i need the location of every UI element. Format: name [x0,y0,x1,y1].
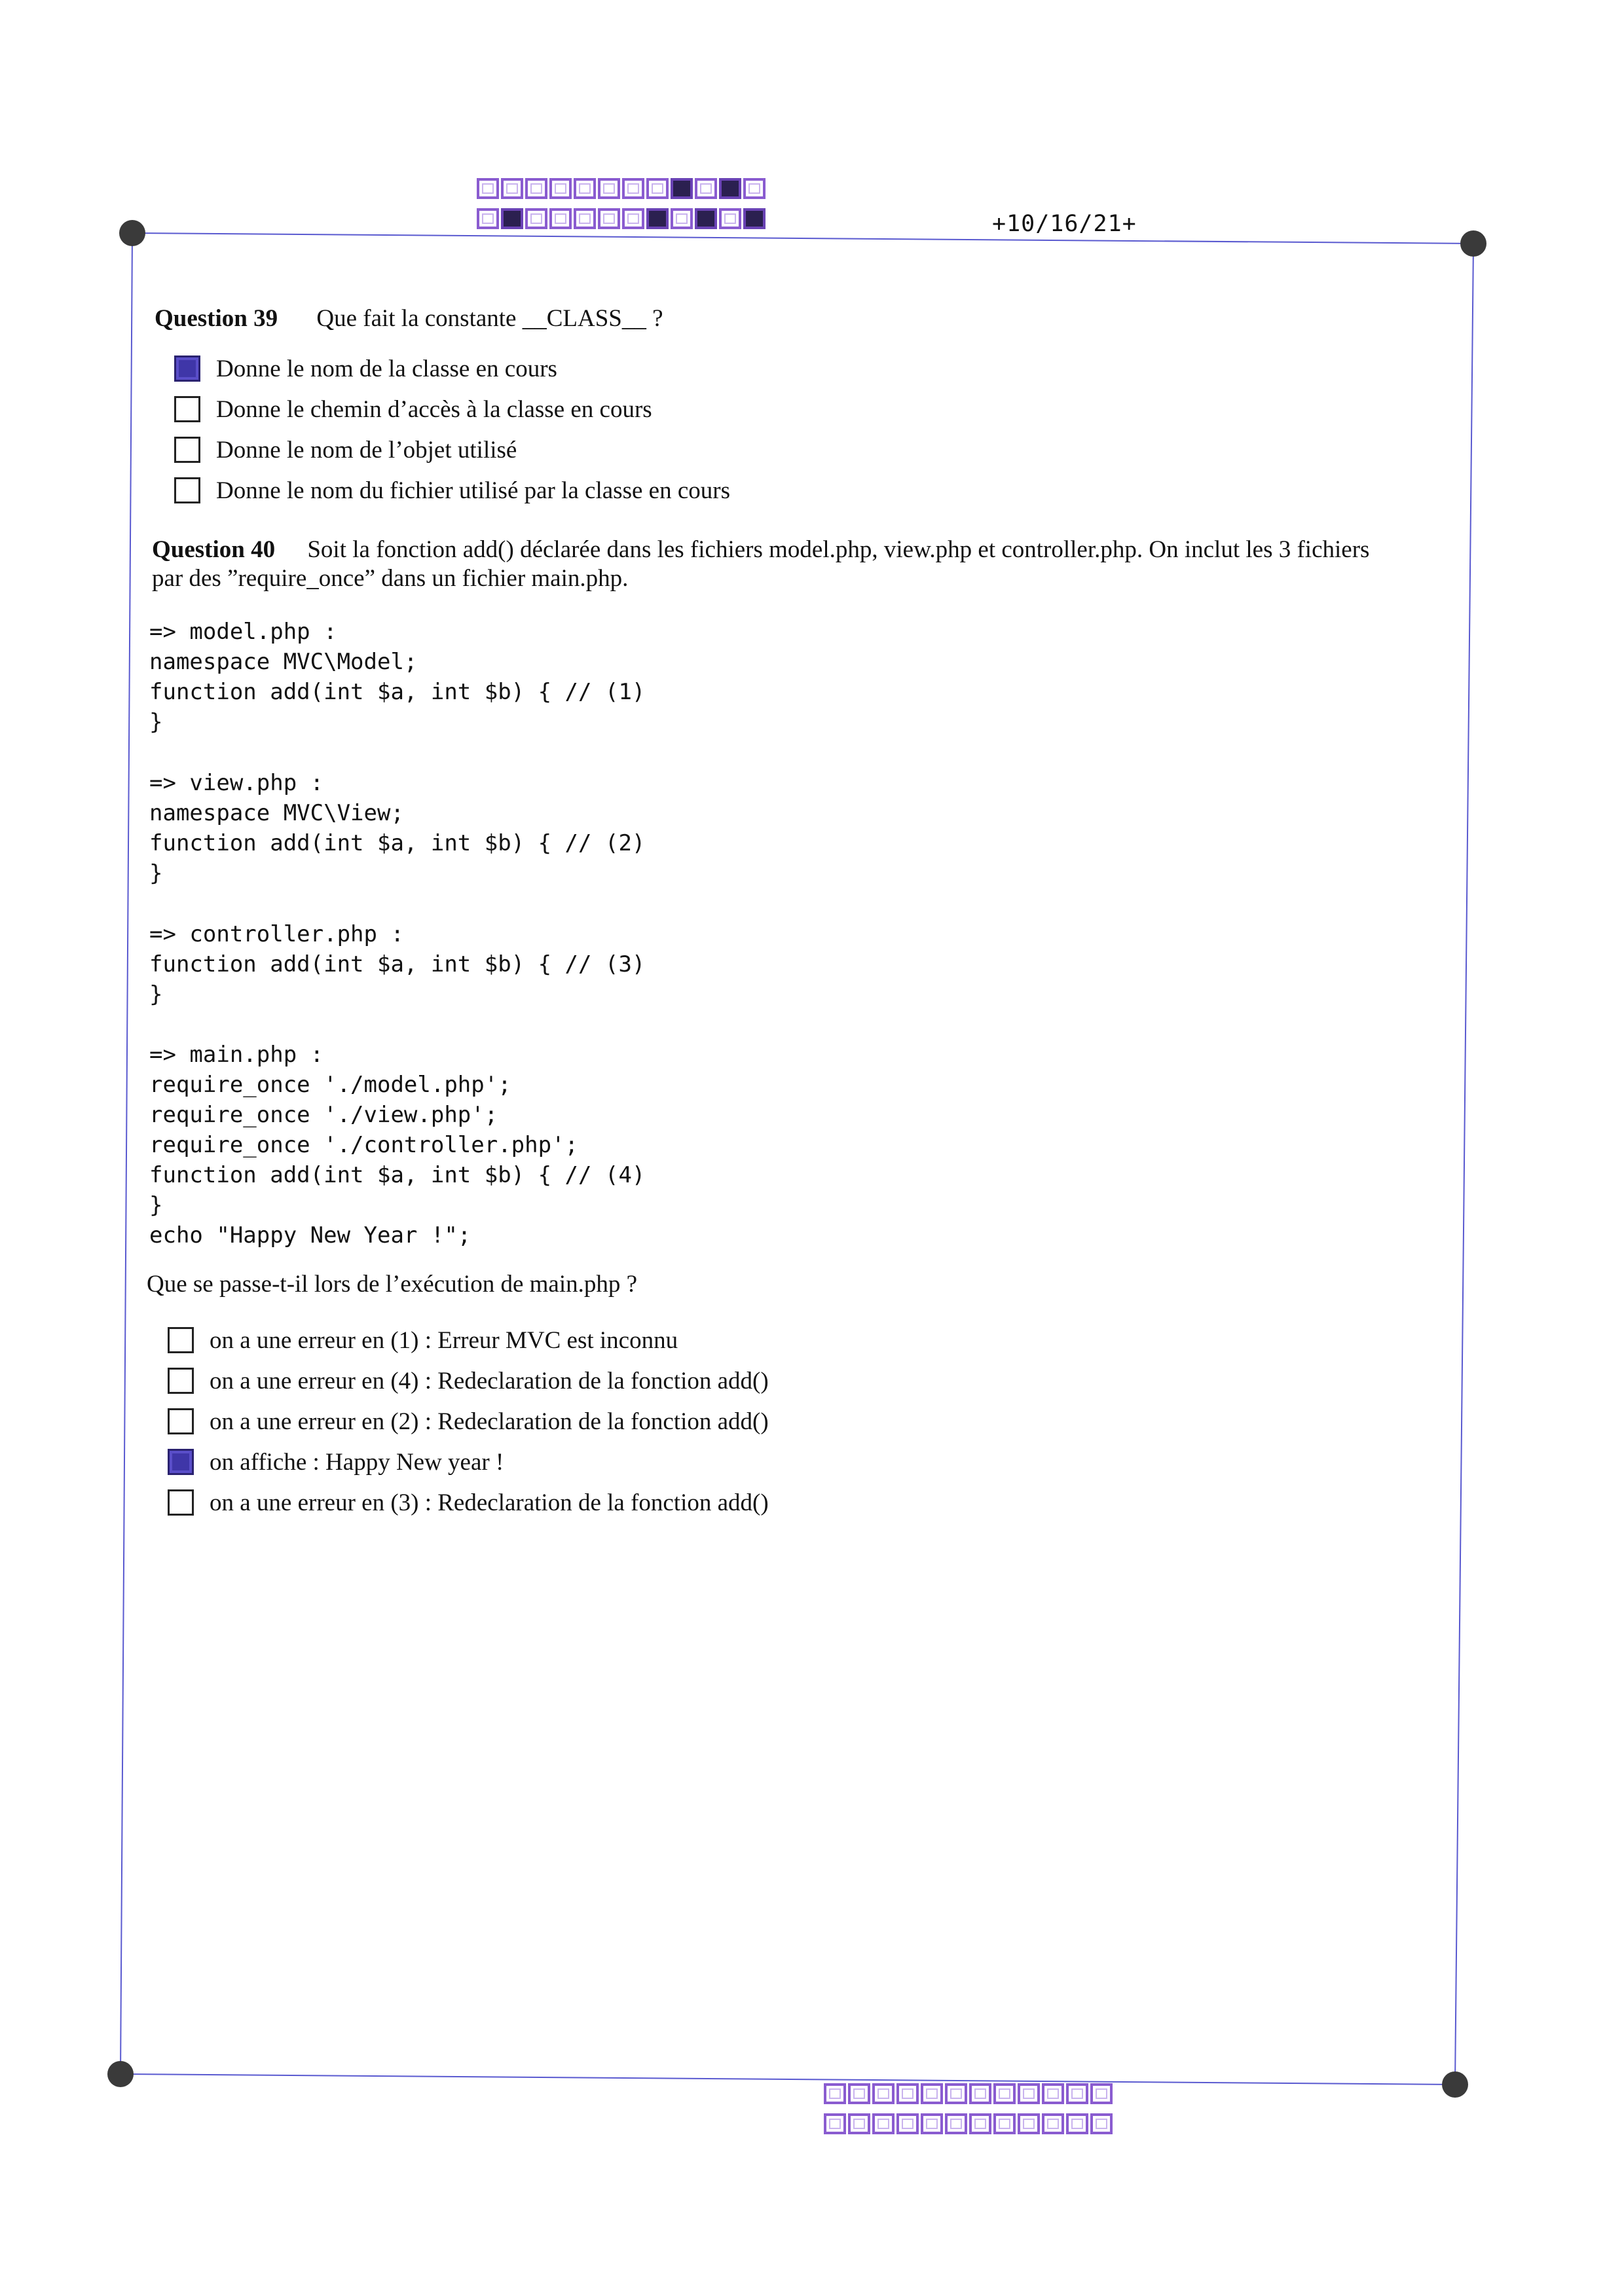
answer-label: on a une erreur en (2) : Redeclaration de la fonction add() [210,1408,769,1435]
barcode-cell [646,208,669,229]
barcode-cell [598,208,620,229]
question-40-prompt: Que se passe-t-il lors de l’exécution de main.php ? [147,1271,638,1298]
answer-label: Donne le nom du fichier utilisé par la classe en cours [216,477,730,504]
barcode-cell [598,178,620,199]
barcode-cell [969,2083,991,2104]
barcode-cell [945,2113,967,2134]
barcode-cell [872,2113,895,2134]
checkbox[interactable] [174,396,200,422]
page-id: +10/16/21+ [992,211,1137,237]
top-barcode-row-2 [477,208,766,229]
barcode-cell [824,2083,846,2104]
answer-option [174,429,730,470]
barcode-cell [993,2113,1016,2134]
barcode-cell [622,178,644,199]
answer-label: Donne le nom de la classe en cours [216,355,557,382]
answer-option [174,389,730,429]
checkbox[interactable] [174,437,200,463]
registration-mark-bottom-right [1442,2071,1468,2098]
question-text: Que fait la constante __CLASS__ ? [316,305,663,332]
barcode-cell [719,208,741,229]
answer-label: on a une erreur en (1) : Erreur MVC est inconnu [210,1326,678,1354]
checkbox[interactable] [168,1408,194,1434]
barcode-cell [848,2083,870,2104]
barcode-cell [501,208,523,229]
barcode-cell [1066,2113,1088,2134]
registration-mark-top-right [1460,230,1486,257]
barcode-cell [719,178,741,199]
answer-option [168,1401,769,1442]
code-view: => view.php : namespace MVC\View; function add(int $a, int $b) { // (2) } [149,770,646,886]
checkbox-checked[interactable] [174,355,200,382]
barcode-cell [477,178,499,199]
barcode-cell [921,2113,943,2134]
code-main: => main.php : require_once './model.php'; require_once './view.php'; require_once './controller.php'; function add(int $a, int $b) { // (4) } echo "Happy New Year !"; [149,1042,646,1248]
answer-option [168,1482,769,1523]
barcode-cell [743,208,766,229]
barcode-cell [993,2083,1016,2104]
barcode-cell [525,178,547,199]
registration-mark-bottom-left [107,2061,134,2087]
barcode-cell [1090,2083,1113,2104]
question-number: Question 40 [152,536,276,563]
answer-option [174,470,730,511]
answer-label: Donne le chemin d’accès à la classe en cours [216,395,652,423]
code-model: => model.php : namespace MVC\Model; function add(int $a, int $b) { // (1) } [149,619,646,735]
barcode-cell [671,178,693,199]
barcode-cell [549,208,572,229]
checkbox[interactable] [174,477,200,503]
barcode-cell [574,178,596,199]
barcode-cell [574,208,596,229]
barcode-cell [848,2113,870,2134]
top-barcode-row-1 [477,178,766,199]
barcode-cell [525,208,547,229]
question-40-answers [168,1320,769,1523]
question-number: Question 39 [155,305,278,332]
question-40-header [152,536,1462,593]
barcode-cell [743,178,766,199]
question-text-line-2: par des ”require_once” dans un fichier main.php. [152,565,629,592]
barcode-cell [1042,2083,1064,2104]
barcode-cell [695,178,717,199]
answer-option [168,1320,769,1360]
barcode-cell [501,178,523,199]
barcode-cell [896,2083,919,2104]
barcode-cell [921,2083,943,2104]
barcode-cell [969,2113,991,2134]
checkbox[interactable] [168,1327,194,1353]
answer-label: on a une erreur en (3) : Redeclaration de la fonction add() [210,1489,769,1516]
barcode-cell [646,178,669,199]
barcode-cell [1018,2083,1040,2104]
barcode-cell [945,2083,967,2104]
registration-mark-top-left [119,220,145,246]
answer-label: Donne le nom de l’objet utilisé [216,436,517,464]
barcode-cell [477,208,499,229]
question-39-header [155,304,663,334]
checkbox[interactable] [168,1368,194,1394]
code-controller: => controller.php : function add(int $a, int $b) { // (3) } [149,921,646,1008]
bottom-barcode-row-2 [824,2113,1113,2134]
answer-option [168,1360,769,1401]
bottom-barcode-row-1 [824,2083,1113,2104]
barcode-cell [695,208,717,229]
question-39-answers [174,348,730,511]
answer-option [174,348,730,389]
question-text-line-1: Soit la fonction add() déclarée dans les fichiers model.php, view.php et controller.php. On inclut les 3 fichiers [307,536,1370,563]
barcode-cell [824,2113,846,2134]
barcode-cell [1066,2083,1088,2104]
barcode-cell [1042,2113,1064,2134]
checkbox-checked[interactable] [168,1449,194,1475]
barcode-cell [549,178,572,199]
barcode-cell [1090,2113,1113,2134]
barcode-cell [896,2113,919,2134]
barcode-cell [872,2083,895,2104]
barcode-cell [671,208,693,229]
barcode-cell [622,208,644,229]
checkbox[interactable] [168,1489,194,1516]
answer-label: on a une erreur en (4) : Redeclaration de la fonction add() [210,1367,769,1394]
answer-option [168,1442,769,1482]
barcode-cell [1018,2113,1040,2134]
answer-label: on affiche : Happy New year ! [210,1448,504,1476]
